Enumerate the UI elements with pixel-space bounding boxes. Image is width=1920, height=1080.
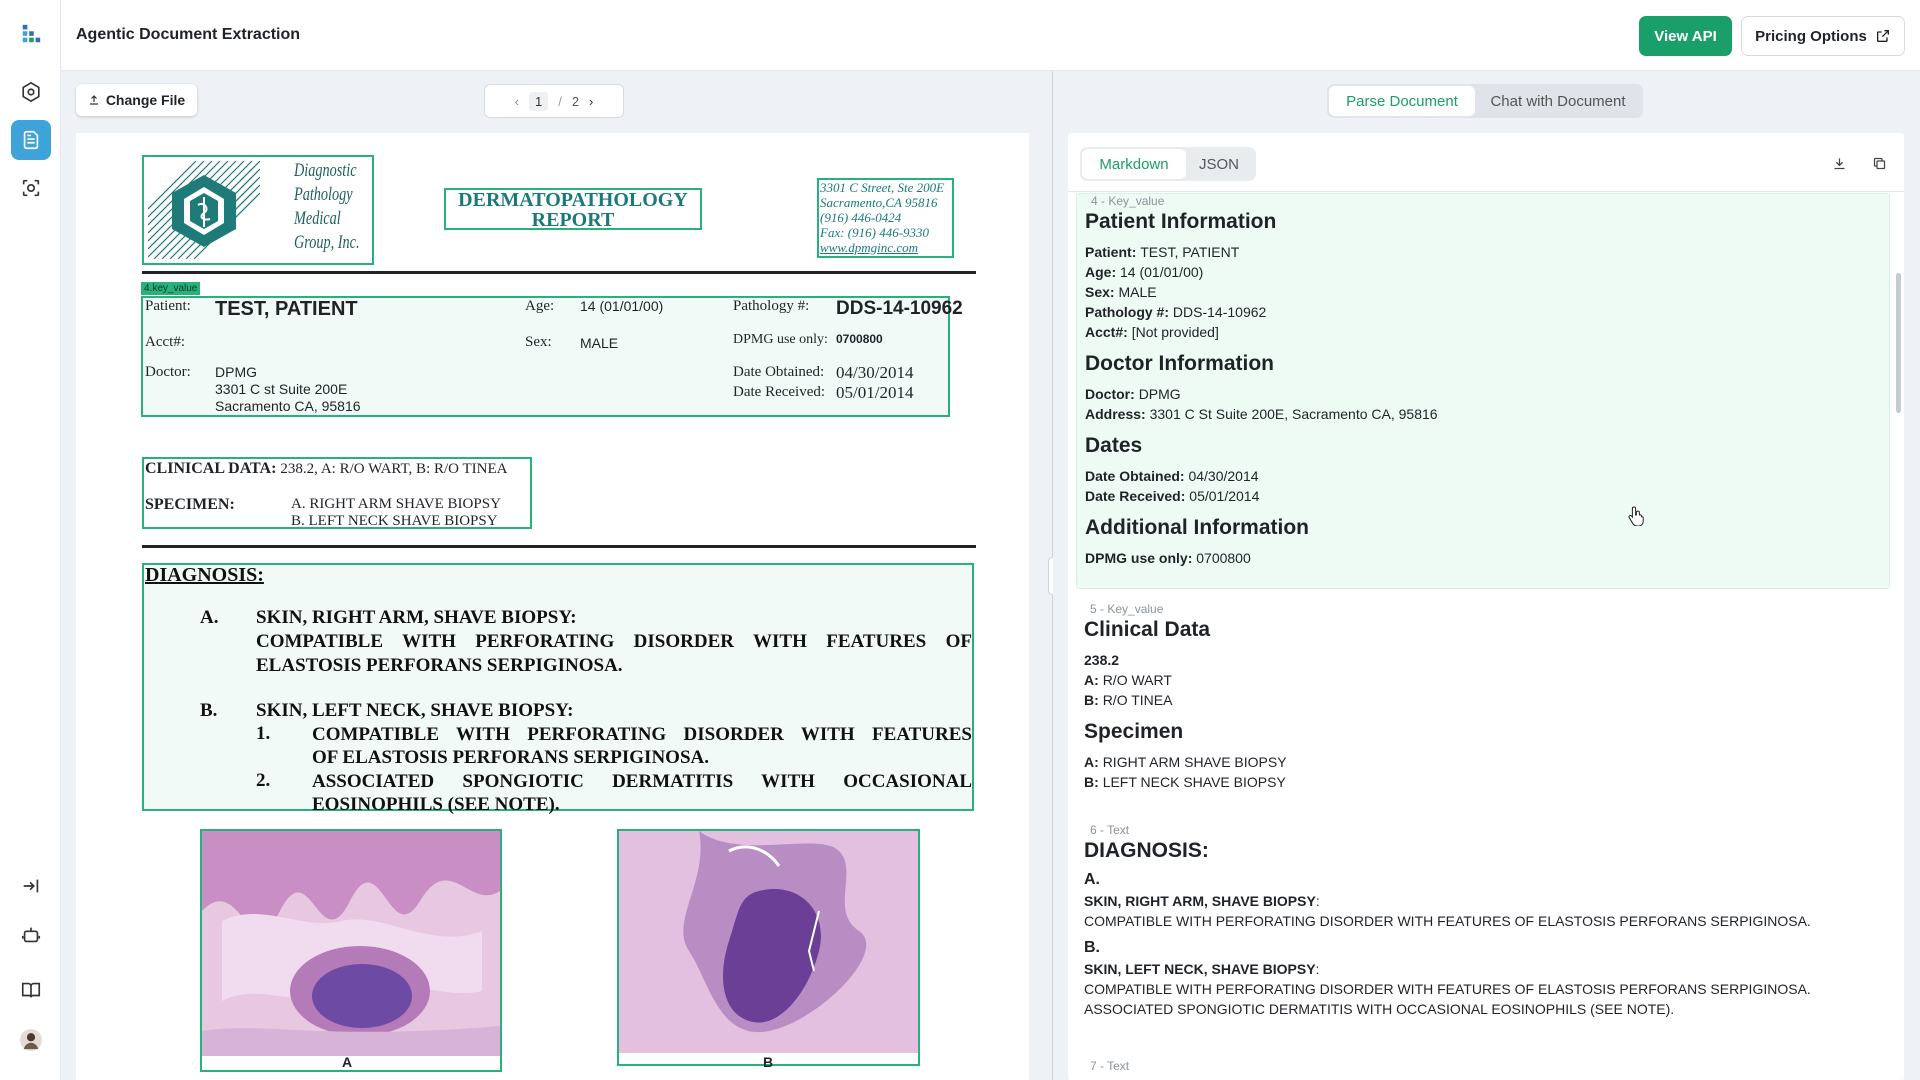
vision-scan-icon[interactable]: [11, 168, 51, 208]
diag-title: SKIN, LEFT NECK, SHAVE BIOPSY:: [1084, 961, 1320, 977]
docs-book-icon[interactable]: [11, 970, 51, 1010]
histology-image-b: [619, 831, 918, 1053]
address-line: Sacramento,CA 95816: [820, 195, 938, 210]
obtained-label: Date Obtained:: [733, 364, 825, 380]
kv-line: A: RIGHT ARM SHAVE BIOPSY: [1084, 754, 1287, 770]
json-tab[interactable]: JSON: [1198, 155, 1239, 173]
chunk-6[interactable]: [1076, 823, 1890, 1023]
patient-kv-box[interactable]: [141, 296, 963, 417]
diag-b-title: SKIN, LEFT NECK, SHAVE BIOPSY:: [256, 700, 574, 721]
diag-title: SKIN, RIGHT ARM, SHAVE BIOPSY:: [1084, 893, 1320, 909]
chunk-5[interactable]: [1076, 602, 1890, 802]
markdown-tab[interactable]: Markdown: [1082, 149, 1186, 179]
age-label: Age:: [525, 298, 555, 314]
current-page[interactable]: 1: [529, 92, 548, 111]
patient-value: TEST, PATIENT: [215, 298, 358, 320]
section-heading: Patient Information: [1085, 210, 1277, 233]
doctor-line: DPMG: [215, 364, 257, 380]
pricing-options-button[interactable]: [1741, 16, 1905, 56]
change-file-button[interactable]: [76, 84, 197, 116]
diag-a-text: COMPATIBLE WITH PERFORATING DISORDER WITH FEATURES OF: [256, 631, 972, 652]
section-heading: Doctor Information: [1085, 352, 1274, 375]
doctor-line: 3301 C st Suite 200E: [215, 381, 348, 397]
user-avatar[interactable]: [11, 1020, 51, 1060]
format-tabs: [1080, 147, 1256, 181]
kv-line: B: LEFT NECK SHAVE BIOPSY: [1084, 774, 1286, 790]
hand-cursor-icon: [1628, 506, 1646, 526]
diag-a-title: SKIN, RIGHT ARM, SHAVE BIOPSY:: [256, 607, 577, 628]
diag-text: COMPATIBLE WITH PERFORATING DISORDER WITH FEATURES OF ELASTOSIS PERFORANS SERPIGINOSA.: [1084, 981, 1811, 997]
diagnosis-label: DIAGNOSIS:: [145, 564, 264, 586]
dpmg-value: 0700800: [836, 332, 883, 346]
address-line: www.dpmginc.com: [820, 240, 918, 255]
age-value: 14 (01/01/00): [580, 298, 664, 314]
document-viewer-pane: [61, 71, 1053, 1080]
diag-text: COMPATIBLE WITH PERFORATING DISORDER WITH FEATURES OF ELASTOSIS PERFORANS SERPIGINOSA.: [1084, 913, 1811, 929]
app-logo-icon[interactable]: [11, 14, 51, 54]
histology-image-a: [202, 831, 500, 1056]
section-heading: Clinical Data: [1084, 618, 1211, 641]
output-pane: [1053, 71, 1920, 1080]
dpmg-logo-icon: [148, 161, 260, 259]
sex-value: MALE: [580, 335, 619, 351]
diagnosis-box[interactable]: [142, 563, 974, 815]
kv-line: Address: 3301 C St Suite 200E, Sacramento CA, 95816: [1085, 406, 1438, 422]
chunk-7[interactable]: [1076, 1059, 1890, 1080]
top-header: [61, 0, 1920, 71]
diag-b-2-num: 2.: [256, 770, 271, 791]
page-separator: /: [558, 93, 562, 109]
document-page: [76, 133, 1029, 1080]
kv-line: A: R/O WART: [1084, 672, 1172, 688]
address-line: Fax: (916) 446-9330: [820, 225, 930, 240]
diag-a-letter: A.: [200, 607, 219, 628]
card-divider: [1068, 191, 1904, 192]
chunk-tag: 6 - Text: [1090, 823, 1130, 837]
chunk-tag: 4 - Key_value: [1091, 194, 1165, 208]
kv-line: Doctor: DPMG: [1085, 386, 1181, 402]
diag-letter: A.: [1084, 871, 1100, 888]
next-page-icon[interactable]: ›: [589, 93, 594, 109]
section-heading: Additional Information: [1085, 516, 1309, 539]
section-heading: Dates: [1085, 434, 1143, 457]
clinical-specimen-box[interactable]: [142, 457, 532, 529]
clinical-label: CLINICAL DATA:: [145, 460, 277, 477]
figure-b-label: B: [763, 1054, 774, 1070]
output-scrollbar[interactable]: [1896, 273, 1901, 413]
kv-line: Pathology #: DDS-14-10962: [1085, 304, 1267, 320]
external-link-icon: [1875, 28, 1891, 44]
logo-line: Pathology: [294, 184, 353, 205]
download-icon[interactable]: [1829, 153, 1849, 173]
app-title: Agentic Document Extraction: [76, 26, 301, 43]
specimen-label: SPECIMEN:: [145, 496, 235, 513]
report-title-line: REPORT: [531, 209, 615, 231]
copy-icon[interactable]: [1869, 153, 1889, 173]
header-rule: [142, 271, 976, 274]
report-title-box: [444, 188, 702, 230]
patient-label: Patient:: [145, 298, 191, 314]
diag-b-1-text: COMPATIBLE WITH PERFORATING DISORDER WITH FEATURES: [312, 724, 972, 745]
total-pages: 2: [571, 93, 580, 109]
output-card: [1068, 133, 1904, 1080]
diag-a-text: ELASTOSIS PERFORANS SERPIGINOSA.: [256, 655, 623, 676]
diag-b-2-text: ASSOCIATED SPONGIOTIC DERMATITIS WITH OCCASIONAL: [312, 771, 972, 792]
kv-line: Date Received: 05/01/2014: [1085, 488, 1260, 504]
report-title-line: DERMATOPATHOLOGY: [458, 189, 688, 211]
logo-line: Medical: [294, 208, 341, 229]
kv-line: Acct#: [Not provided]: [1085, 324, 1219, 340]
pathology-label: Pathology #:: [733, 298, 810, 314]
doctor-label: Doctor:: [145, 364, 191, 380]
pathology-value: DDS-14-10962: [836, 298, 963, 319]
kv-line: B: R/O TINEA: [1084, 692, 1173, 708]
agent-robot-icon[interactable]: [11, 915, 51, 955]
address-box: [817, 178, 954, 258]
logo-line: Group, Inc.: [294, 232, 360, 253]
kv-line: Patient: TEST, PATIENT: [1085, 244, 1240, 260]
address-line: 3301 C Street, Ste 200E: [820, 180, 945, 195]
expand-sidebar-icon[interactable]: [11, 866, 51, 906]
figure-b-box[interactable]: [617, 829, 920, 1070]
parse-document-tab[interactable]: Parse Document: [1329, 86, 1475, 116]
logo-box: [142, 155, 374, 265]
diag-letter: B.: [1084, 939, 1100, 956]
page-pager: [484, 84, 624, 118]
doctor-line: Sacramento CA, 95816: [215, 398, 361, 414]
document-extraction-icon[interactable]: [11, 120, 51, 160]
view-api-button[interactable]: View API: [1639, 16, 1732, 56]
mode-switch: [1327, 84, 1643, 118]
dpmg-label: DPMG use only:: [733, 332, 828, 347]
upload-icon: [88, 94, 100, 106]
kv-line: DPMG use only: 0700800: [1085, 550, 1251, 566]
specimen-line: B. LEFT NECK SHAVE BIOPSY: [291, 513, 498, 529]
figure-a-box[interactable]: [200, 829, 502, 1072]
address-line: (916) 446-0424: [820, 210, 902, 225]
prev-page-icon[interactable]: ‹: [514, 93, 519, 109]
models-icon[interactable]: [11, 72, 51, 112]
clinical-code: 238.2: [1084, 652, 1120, 668]
specimen-line: A. RIGHT ARM SHAVE BIOPSY: [291, 496, 501, 512]
received-label: Date Received:: [733, 384, 826, 400]
acct-label: Acct#:: [145, 334, 185, 350]
figure-a-label: A: [342, 1054, 353, 1070]
section-heading: Specimen: [1084, 720, 1184, 743]
received-value: 05/01/2014: [836, 383, 914, 402]
chunk-4[interactable]: [1076, 193, 1890, 589]
diag-b-1-text: OF ELASTOSIS PERFORANS SERPIGINOSA.: [312, 747, 709, 768]
change-file-label: Change File: [105, 92, 186, 108]
chunk-tag: 7 - Text: [1090, 1059, 1130, 1073]
chunk-tag-badge[interactable]: 4.key_value: [141, 282, 200, 295]
obtained-value: 04/30/2014: [836, 363, 914, 382]
section-heading: DIAGNOSIS:: [1084, 839, 1209, 862]
section-rule: [142, 545, 976, 548]
left-rail: [0, 0, 61, 1080]
diag-b-2-text: EOSINOPHILS (SEE NOTE).: [312, 794, 560, 815]
clinical-value: 238.2, A: R/O WART, B: R/O TINEA: [280, 461, 508, 477]
diag-text: ASSOCIATED SPONGIOTIC DERMATITIS WITH OCCASIONAL EOSINOPHILS (SEE NOTE).: [1084, 1001, 1675, 1017]
chat-with-document-tab[interactable]: Chat with Document: [1490, 92, 1626, 110]
logo-line: Diagnostic: [294, 160, 357, 181]
chunk-tag: 5 - Key_value: [1090, 602, 1164, 616]
pricing-options-label: Pricing Options: [1755, 27, 1867, 45]
kv-line: Date Obtained: 04/30/2014: [1085, 468, 1259, 484]
kv-line: Age: 14 (01/01/00): [1085, 264, 1204, 280]
sex-label: Sex:: [525, 334, 552, 350]
diag-b-1-num: 1.: [256, 723, 271, 744]
diag-b-letter: B.: [200, 700, 218, 721]
kv-line: Sex: MALE: [1085, 284, 1157, 300]
